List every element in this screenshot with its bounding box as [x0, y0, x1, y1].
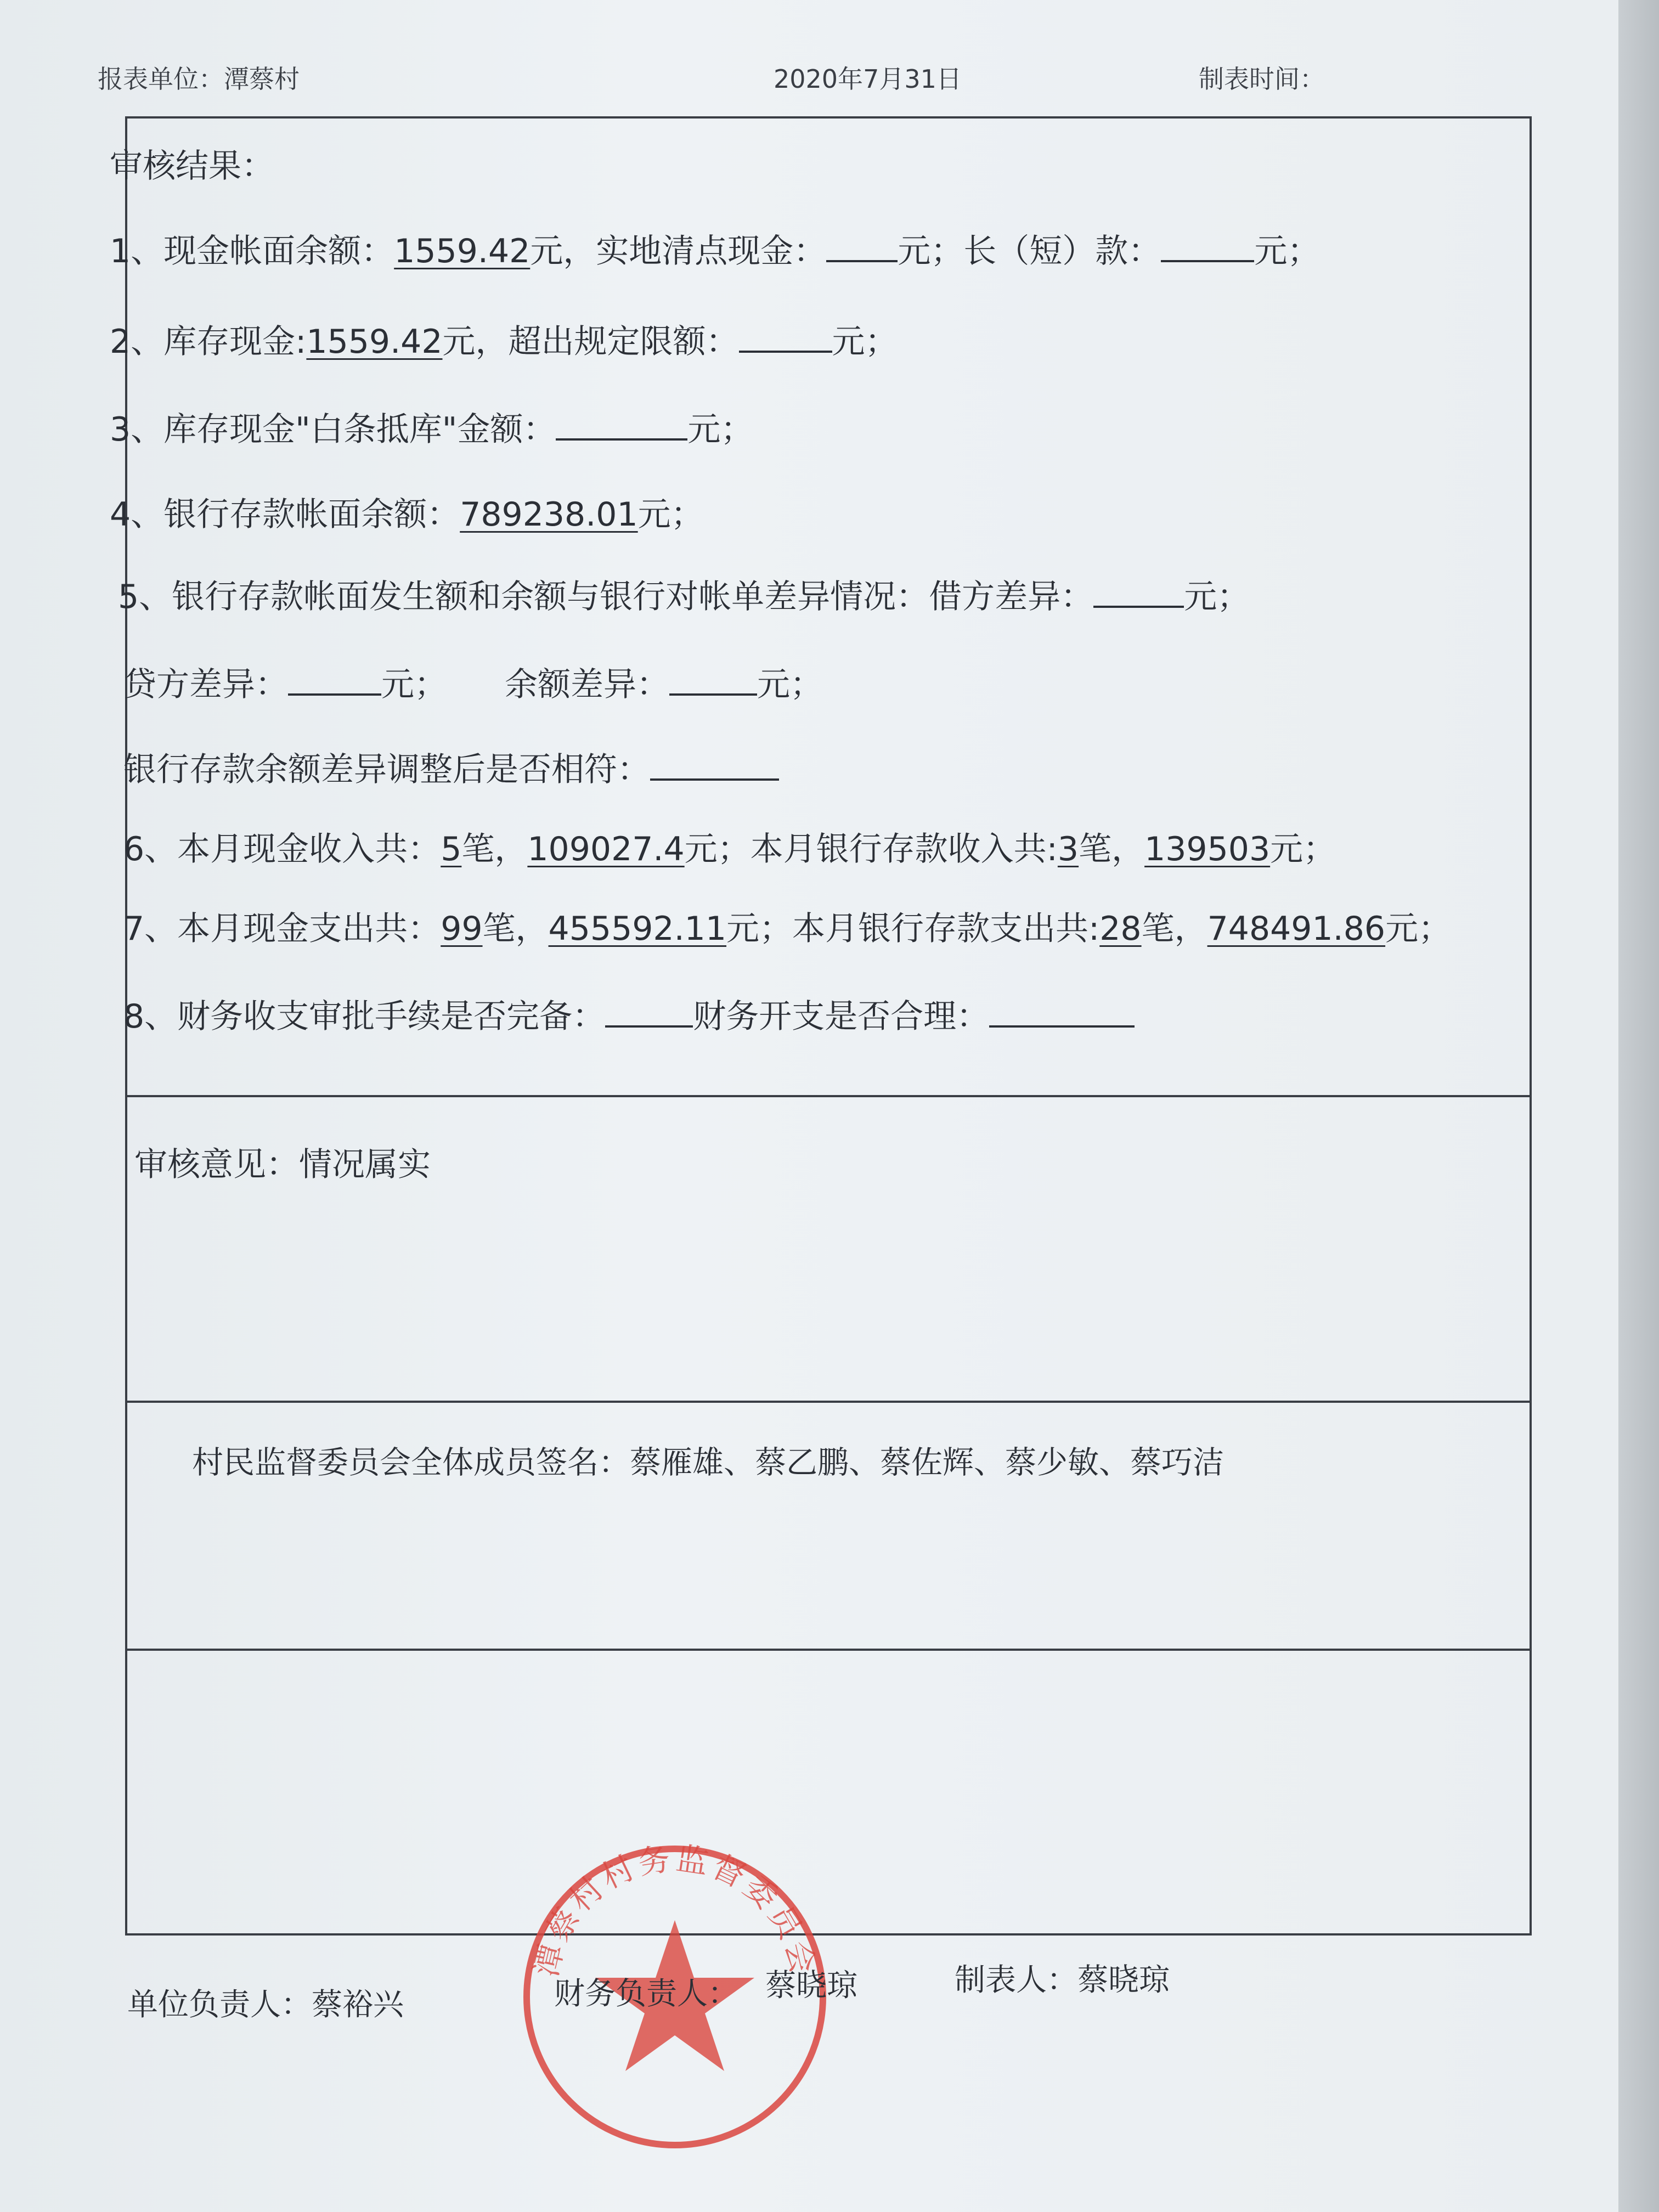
divider-2 [125, 1401, 1530, 1403]
line-8-a: 8、财务收支审批手续是否完备： [123, 997, 606, 1036]
cash-in-stock: 1559.42 [306, 323, 443, 361]
seal-text: 潭蔡村村务监督委员会 [527, 1839, 823, 1980]
line-2-b: 元，超出规定限额： [442, 323, 739, 361]
bank-income-count: 3 [1057, 830, 1079, 868]
line-5 [118, 571, 1250, 618]
bank-income-amount: 139503 [1144, 830, 1271, 868]
blank-over-limit [739, 329, 832, 353]
line-5c-a: 银行存款余额差异调整后是否相符： [123, 751, 650, 789]
bank-book-balance: 789238.01 [460, 495, 638, 534]
report-unit: 报表单位：潭蔡村 [98, 64, 300, 94]
line-8-b: 财务开支是否合理： [693, 997, 990, 1036]
committee-signatures: 村民监督委员会全体成员签名：蔡雁雄、蔡乙鹏、蔡佐辉、蔡少敏、蔡巧洁 [192, 1444, 1224, 1481]
line-3-a: 3、库存现金"白条抵库"金额： [110, 410, 556, 449]
blank-over-short [1161, 238, 1254, 262]
line-1-d: 元； [1254, 232, 1321, 270]
finance-head-name: 蔡晓琼 [765, 1968, 857, 2004]
finance-head-label: 财务负责人： [554, 1976, 738, 2012]
line-7 [123, 902, 1451, 950]
line-2 [110, 315, 898, 363]
line-7-d: 笔， [1141, 910, 1207, 948]
blank-balance-diff [669, 672, 757, 696]
blank-debit-diff [1093, 584, 1184, 608]
line-3 [110, 403, 753, 450]
line-5c [123, 743, 779, 791]
bank-expense-count: 28 [1099, 910, 1142, 948]
line-6 [123, 823, 1336, 870]
cash-book-balance: 1559.42 [394, 232, 531, 270]
divider-3 [125, 1649, 1530, 1651]
line-7-b: 笔， [482, 910, 549, 948]
blank-iou [556, 416, 687, 441]
made-time-label: 制表时间： [1199, 64, 1325, 94]
cash-expense-amount: 455592.11 [548, 910, 727, 948]
paper-edge [1618, 0, 1659, 2212]
line-5-a: 5、银行存款帐面发生额和余额与银行对帐单差异情况：借方差异： [118, 578, 1094, 616]
blank-approval [605, 1003, 693, 1028]
blank-credit-diff [288, 672, 381, 696]
audit-result-title: 审核结果： [110, 147, 274, 185]
cash-income-amount: 109027.4 [527, 830, 685, 868]
line-5b-c: 余额差异： [505, 665, 669, 704]
audit-opinion: 审核意见：情况属实 [134, 1146, 431, 1184]
line-1 [110, 225, 1320, 272]
line-2-a: 2、库存现金: [110, 323, 307, 361]
divider-1 [125, 1095, 1530, 1097]
line-4 [110, 488, 704, 535]
line-1-c: 元；长（短）款： [898, 232, 1161, 270]
line-7-e: 元； [1385, 910, 1452, 948]
line-2-c: 元； [832, 323, 898, 361]
line-3-b: 元； [687, 410, 754, 449]
cash-expense-count: 99 [441, 910, 483, 948]
line-4-a: 4、银行存款帐面余额： [110, 495, 460, 534]
line-6-e: 元； [1270, 830, 1336, 868]
unit-head-signature: 单位负责人：蔡裕兴 [127, 1987, 404, 2023]
line-1-b: 元，实地清点现金： [530, 232, 827, 270]
blank-matches [650, 757, 779, 781]
line-6-d: 笔， [1079, 830, 1145, 868]
line-8 [123, 990, 1135, 1037]
preparer-signature: 制表人：蔡晓琼 [955, 1962, 1170, 1998]
line-5b-a: 贷方差异： [123, 665, 288, 704]
line-6-b: 笔， [461, 830, 528, 868]
line-5b [123, 658, 823, 706]
line-5b-b: 元； [381, 665, 447, 704]
line-5-b: 元； [1184, 578, 1250, 616]
line-7-c: 元；本月银行存款支出共: [726, 910, 1100, 948]
line-7-a: 7、本月现金支出共： [123, 910, 441, 948]
blank-cash-count [826, 238, 898, 262]
blank-reasonable [989, 1003, 1135, 1028]
cash-income-count: 5 [441, 830, 462, 868]
line-6-a: 6、本月现金收入共： [123, 830, 441, 868]
bank-expense-amount: 748491.86 [1207, 910, 1386, 948]
line-1-a: 1、现金帐面余额： [110, 232, 394, 270]
line-6-c: 元；本月银行存款收入共: [684, 830, 1058, 868]
report-date: 2020年7月31日 [774, 64, 962, 94]
line-5b-d: 元； [757, 665, 823, 704]
line-4-b: 元； [637, 495, 704, 534]
